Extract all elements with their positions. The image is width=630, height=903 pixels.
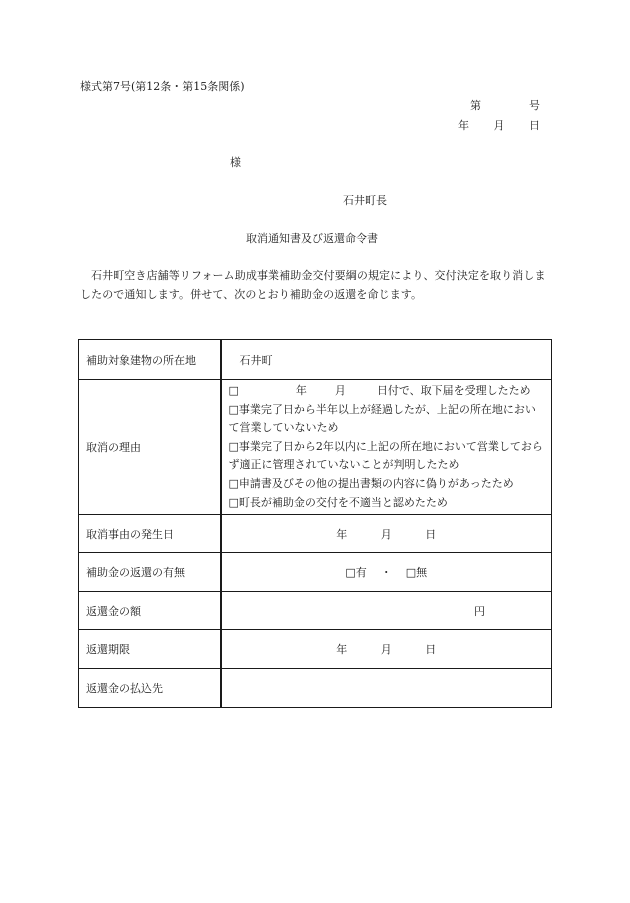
issue-date [458, 119, 540, 133]
table-row-amount [79, 592, 552, 630]
table-row-occurrence-date [79, 515, 552, 553]
issue-number [470, 99, 540, 113]
issue-number-suffix: 号 [529, 99, 540, 112]
issue-number-prefix: 第 [470, 99, 481, 112]
occurrence-month: 月 [380, 527, 392, 541]
deadline-month: 月 [380, 643, 392, 657]
payee-value [221, 669, 552, 708]
table-row-location [79, 340, 552, 380]
reason-list [221, 380, 552, 515]
reason-withdrawal-text: 日付で、取下届を受理したため [376, 384, 531, 397]
table-row-payee [79, 669, 552, 708]
issue-date-day: 日 [529, 119, 540, 132]
amount-label: 返還金の額 [79, 592, 221, 630]
issue-date-year: 年 [458, 119, 469, 132]
form-number: 様式第7号(第12条・第15条関係) [80, 80, 245, 93]
table-row-reason [79, 380, 552, 515]
body-text: 石井町空き店舗等リフォーム助成事業補助金交付要綱の規定により、交付決定を取り消しましたので通知します。併せて、次のとおり補助金の返還を命じます。 [80, 269, 546, 301]
reason-item-inappropriate: □町長が補助金の交付を不適当と認めたため [228, 495, 448, 509]
amount-value: 円 [221, 592, 552, 630]
reason-label: 取消の理由 [79, 380, 221, 515]
occurrence-year: 年 [336, 527, 348, 541]
reason-item-withdrawal [229, 382, 546, 401]
refund-no-checkbox: □無 [405, 566, 428, 580]
refund-separator: ・ [380, 566, 392, 580]
location-label: 補助対象建物の所在地 [79, 340, 221, 380]
occurrence-date-value [221, 515, 552, 553]
refund-yes-checkbox: □有 [345, 566, 367, 580]
refund-value [221, 553, 552, 592]
reason-checkbox: □ [228, 384, 239, 397]
deadline-day: 日 [425, 643, 437, 657]
reason-withdrawal-month: 月 [334, 384, 346, 397]
occurrence-date-label: 取消事由の発生日 [79, 515, 221, 553]
table-row-refund [79, 553, 552, 592]
recipient: 様 [230, 156, 241, 169]
deadline-year: 年 [336, 643, 348, 657]
occurrence-day: 日 [425, 527, 437, 541]
refund-details-table [78, 339, 552, 708]
sender: 石井町長 [343, 194, 387, 207]
issue-date-month: 月 [493, 119, 505, 132]
location-value: 石井町 [221, 340, 552, 380]
reason-item-false-documents: □申請書及びその他の提出書類の内容に偽りがあったため [228, 476, 514, 490]
document-title: 取消通知書及び返還命令書 [246, 232, 378, 245]
reason-withdrawal-year: 年 [295, 384, 307, 397]
payee-label: 返還金の払込先 [79, 669, 221, 708]
reason-item-not-managed: □事業完了日から2年以内に上記の所在地において営業しておらず適正に管理されていないことが判明したため [228, 439, 543, 472]
deadline-label: 返還期限 [79, 630, 221, 669]
table-row-deadline [79, 630, 552, 669]
reason-item-not-operating: □事業完了日から半年以上が経過したが、上記の所在地において営業していないため [228, 402, 536, 435]
deadline-value [221, 630, 552, 669]
refund-label: 補助金の返還の有無 [79, 553, 221, 592]
